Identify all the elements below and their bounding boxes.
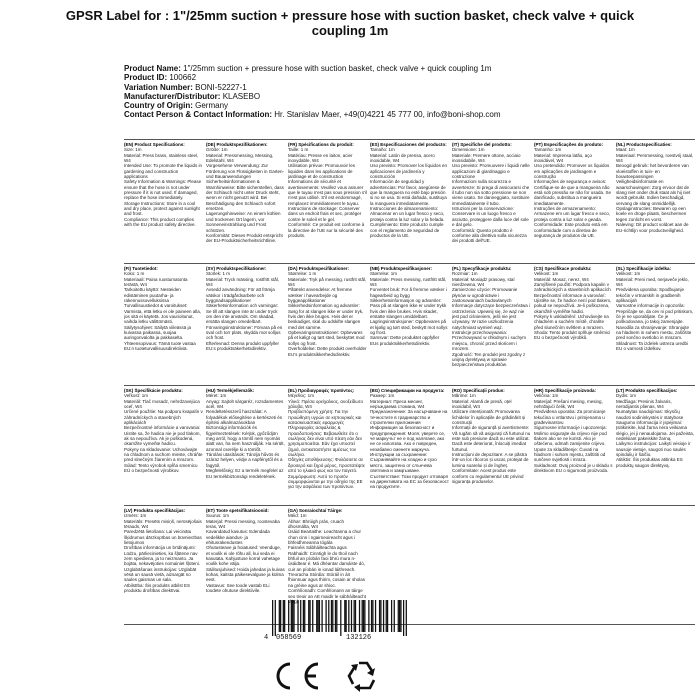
spec-block — [616, 388, 695, 502]
spec-block — [452, 142, 531, 260]
barcode-right-group: 132126 — [346, 634, 372, 642]
barcode-bar — [288, 600, 289, 632]
barcode-bar — [325, 600, 326, 632]
spec-heading: (HR) Specifikacije proizvoda: — [534, 388, 597, 393]
barcode-bar — [308, 600, 309, 632]
spec-text: Maat: 1m Materiaal: Persmessing, roestvrij staal, W4 Beoogd gebruik: het bevorderen van vloeistoffen in tuin- en bouwtoepassingen Veiligheidsinformatie en waarschuwingen: Zorg ervoor dat de slang niet onder druk staat als hij niet wordt gebruikt. Indien beschadigd, vervang de slang onmiddellijk. Opslaginstructies: Bewaren op een koele en droge plaats, beschermen tegen zonlicht en vorst. Naleving: Dit product voldoet aan de EU-richtlijn voor productveiligheid. — [616, 147, 694, 233]
spec-block — [534, 388, 613, 502]
barcode-bar — [317, 600, 318, 632]
barcode-bar — [275, 600, 276, 636]
spec-heading: (LT) Produkto specifikacijos: — [616, 388, 678, 393]
spec-heading: (IT) Specifiche del prodotto: — [452, 142, 512, 147]
barcode-bar — [391, 600, 392, 632]
spec-text: Koko: 1 m Materiaali: Paina ruostumatonta terästä, W4 Tarkoitettu käyttö: Nesteiden edistäminen puutarha- ja rakennussovelluksissa Turvallisuustiedot & varoitukset: Varmista, että letku ei ole paineen alla, jos sitä ei käytetä. Jos vaurioitunut, vaihda letku välittömästi. Säilytysohjeet: Säilytä viileässä ja kuivassa paikassa, suojaa auringonvalolta ja pakkaselta. Yhteensopivuus: Tämä tuote vastaa EU:n tuoteturvallisuusdirektiiviä. — [124, 271, 201, 352]
barcode-bar — [364, 600, 365, 632]
spec-block — [206, 142, 285, 260]
barcode-first-digit: 4 — [264, 634, 269, 642]
spec-block — [288, 266, 367, 382]
barcode-bar — [321, 600, 322, 632]
barcode-bar — [300, 600, 301, 632]
spec-heading: (RO) Specificații produs: — [452, 388, 505, 393]
spec-heading: (HU) Termékjellemzők: — [206, 388, 255, 393]
barcode-bar — [336, 600, 337, 632]
info-label: Variation Number: — [124, 82, 193, 92]
barcode-bar — [328, 600, 329, 632]
barcode-bar — [292, 600, 293, 632]
spec-heading: (ES) Especificaciones del producto: — [370, 142, 447, 147]
spec-block — [124, 508, 203, 621]
info-manufacturer — [124, 92, 684, 101]
spec-heading: (EN) Product Specifications: — [124, 142, 185, 147]
barcode-bar — [280, 600, 281, 632]
spec-heading: (NB) Produktspesifikasjoner: — [370, 266, 433, 271]
spec-heading: (SV) Produktspecifikationer: — [206, 266, 267, 271]
barcode-bar — [309, 600, 310, 632]
barcode-bar — [386, 600, 387, 632]
spec-heading: (ET) Toote spetsifikatsioonid: — [206, 508, 269, 513]
spec-text: Μέγεθος: 1m Υλικό: Πρέσα ορείχαλκος, ανοξείδωτο χάλυβα, W4 Προβλεπόμενη χρήση: Για την προώθηση υγρών σε κηπουρικές και κατασκευαστικές εφαρμογές Πληροφορίες ασφαλείας & προειδοποιήσεις: Βεβαιωθείτε ότι ο σωλήνας δεν είναι υπό πίεση εάν δεν χρησιμοποιείται. Εάν έχει υποστεί ζημιά, αντικαταστήστε αμέσως τον σωλήνα. Οδηγίες αποθήκευσης: Φυλάσσετε σε δροσερό και ξηρό μέρος, προστατέψτε από το ηλιακό φως και τον παγετό. Συμμόρφωση: Αυτό το προϊόν συμμορφώνεται με την οδηγία της ΕΕ για την ασφάλεια των προϊόντων. — [288, 393, 365, 490]
info-label: Manufacturer/Distributor: — [124, 91, 221, 101]
info-variation-number — [124, 83, 684, 92]
spec-heading: (NL) Productspecificaties: — [616, 142, 672, 147]
spec-text: Velikost: 1m Materiál: Mosaz, nerez, W4 Zamýšlené použití: Podpora kapalin v zahradnických a stavebních aplikacích Bezpečnostní informace a varování: Ujistěte se, že hadice není pod tlakem, pokud se nepoužívá. Je-li poškozena, okamžitě vyměňte hadici. Pokyny k uskladnění: Uchovávejte na chladném a suchém místě, chraňte před slunečním světlem a mrazem. Shoda: Tento produkt splňuje směrnici EU o bezpečnosti výrobků. — [534, 271, 612, 341]
spec-block — [206, 266, 285, 382]
spec-block — [288, 142, 367, 260]
barcode-bar — [372, 600, 373, 632]
page-title: GPSR Label for : 1"/25mm suction + pressure hose with suction basket, check valve + quick coupling 1m — [65, 8, 635, 38]
spec-heading: (PT) Especificações do produto: — [534, 142, 604, 147]
barcode-bar — [304, 600, 305, 632]
spec-text: Size: 1m Material: Press brass, stainless steel, W4 Intended Use: To promote the liquids in gardening and construction applications Safety Information & Warnings: Please ensure that the hose is not under pressure if it is not used. If damaged, replace the hose immediately. Storage Instructions: Store in a cool and dry place, protect against sunlight and frost. Compliance: This product complies with the EU product safety directive. — [124, 147, 202, 228]
spec-text: Dimensione: 1m Materiale: Premere ottone, acciaio inossidabile, W4 Uso previsto: Promuovere i liquidi nelle applicazioni di giardinaggio e costruzione Informazioni sulla sicurezza e avvertenze: Si prega di assicurarsi che il tubo non sia sotto pressione se non viene usato. Se danneggiato, sostituire immediatamente il tubo. Istruzioni per la conservazione: Conservare in un luogo fresco e asciutto, proteggere dalla luce del sole e dal gelo. Conformità: Questo prodotto è conforme alla direttiva sulla sicurezza dei prodotti dell'UE. — [452, 147, 530, 244]
barcode-bar — [406, 600, 407, 636]
info-contact — [124, 110, 684, 119]
barcode-bar — [340, 600, 341, 636]
product-info — [124, 64, 684, 120]
barcode-bar — [297, 600, 298, 632]
barcode-bar — [351, 600, 352, 632]
info-label: Contact Person & Contact Information: — [124, 110, 273, 120]
spec-block — [452, 266, 531, 382]
spec-heading: (DA) Produktspecifikationer: — [288, 266, 350, 271]
info-value: 100662 — [169, 73, 197, 83]
barcode-bar — [319, 600, 320, 632]
barcode-bar — [279, 600, 280, 632]
spec-heading: (DE) Produktspezifikationen: — [206, 142, 268, 147]
spec-text: Veličina: 1m Materijal: Prešani mesing, mesing, nehrđajući čelik, W4 Predviđena uporaba: Za promicanje tekućina u vrtlarstvu i primjenama u građevinarstvu Sigurnosne informacije i upozorenja: Molimo osigurajte da crijevo nije pod tlakom ako se ne koristi. Ako je oštećeno, odmah zamijenite crijevo. Upute za skladištenje: Čuvati na hladnom i suhom mjestu, zaštititi od sunčeve svjetlosti i mraza. Sukladnost: Ovaj proizvod je u skladu s direktivom EU o sigurnosti proizvoda. — [534, 393, 613, 474]
spec-block — [534, 142, 613, 260]
spec-block — [452, 388, 531, 502]
spec-text: Tamanho: 1m Material: Imprensa latão, aço inoxidável, W4 Uso pretendido: Promover os líquidos em aplicações de jardinagem e construção Informações de segurança e avisos: Certifique-se de que a mangueira não está sob pressão se não for usada. Se danificado, substitua a mangueira imediatamente. Instruções de armazenamento: Armazene em um lugar fresco e seco, proteja contra a luz solar e geada. Conformidade: Este produto está em conformidade com a diretiva de segurança de produtos da UE. — [534, 147, 612, 238]
barcode-bar — [346, 600, 347, 632]
barcode-left-group: 058569 — [276, 634, 302, 642]
barcode-bar — [399, 600, 400, 632]
barcode-bar — [303, 600, 304, 632]
info-value: 1"/25mm suction + pressure hose with suction basket, check valve + quick coupling 1m — [183, 64, 492, 73]
spec-text: Dydis: 1m Medžiaga: Presinis žalvaris, nerūdijantis plienas, W4 Numatytas naudojimas: Skysčių naudoti sodininkystės ir statybose Saugumo informacija ir įspėjimai: Įsitikinkite, kad žarna nėra veikiama slėgio, jei ji nenaudojama. Jei pažeista, nedelsiant pakeiskite žarną. Laikymo instrukcijos: Laikyti vėsioje ir sausoje vietoje, saugoti nuo saulės spindulių ir šalčio. Atitiktis: Šis produktas atitinka ES produktų saugos direktyvą. — [616, 393, 695, 468]
spec-text: Velikost: 1m Material: Preni med, nerjaveče jeklo, W4 Predvidena uporaba: Spodbujanje tekočin v vrtnarskih in gradbenih aplikacijah Varnostne informacije in opozorila: Prepričajte se, da cev ni pod pritiskom, če je ne uporabljate. Če je poškodovana, jo takoj zamenjajte. Navodila za shranjevanje: Shranjujte na hladnem in suhem mestu, zaščitite pred sončno svetlobo in mrazom. Skladnost: Ta izdelek ustreza uredbi EU o varnosti izdelkov. — [616, 271, 694, 352]
info-value: Germany — [195, 101, 229, 111]
ce-mark — [278, 664, 318, 688]
info-value: KLASEBO — [222, 91, 261, 101]
barcode-bar — [380, 600, 381, 632]
barcode-bar — [368, 600, 369, 632]
info-product-id — [124, 73, 684, 82]
spec-heading: (BG) Спецификации на продукта: — [370, 388, 445, 393]
barcode-bar — [331, 600, 332, 632]
row-divider — [124, 385, 695, 386]
spec-text: Storlek: 1 m Material: Tryck mässing, rostfritt stål, W4 Avsedd användning: För att främja vätskor i trädgårdsarbete och byggnadsapplikationer Säkerhetsinformation och varningar: Se till att slangen inte är under tryck om den inte används. Om skadad, ersätta slangen omedelbart. Förvaringsinstruktioner: Förvara på en sval och torr plats, skydda mot solljus och frost. Efterlevnad: Denna produkt uppfyller EU:s produktsäkerhetsdirektiv. — [206, 271, 283, 352]
row-divider — [124, 505, 695, 506]
barcode-bar — [284, 600, 285, 632]
barcode-bar — [383, 600, 384, 632]
row-divider — [124, 624, 695, 625]
info-product-name — [124, 64, 684, 73]
barcode-bar — [387, 600, 388, 632]
barcode-bar — [332, 600, 333, 632]
barcode-bar — [394, 600, 395, 632]
spec-heading: (GA) Sonraíochtaí Táirge: — [288, 508, 343, 513]
spec-text: Rozmiar: 1m Materiał: Mosiądz prasowy, stal nierdzewna, W4 Zamierzone użycie: Promowanie płynów w ogrodnictwie i zastosowaniach budowlanych Informacje dotyczące bezpieczeństwa i ostrzeżenia: Upewnij się, że wąż nie jest pod ciśnieniem, jeśli nie jest używany. W razie uszkodzenia natychmiast wymień wąż. Instrukcje przechowywania: Przechowywać w chłodnym i suchym miejscu, chronić przed słońcem i mrozem. Zgodność: Ten produkt jest zgodny z unijną dyrektywą w sprawie bezpieczeństwa produktów. — [452, 271, 531, 368]
spec-block — [124, 142, 203, 260]
barcode-bar — [344, 600, 345, 632]
info-label: Product ID: — [124, 73, 168, 83]
spec-heading: (FI) Tuotetiedot: — [124, 266, 158, 271]
barcode-bar — [312, 600, 313, 632]
spec-block — [370, 142, 449, 260]
spec-text: Izmērs: 1m Materiāls: Presēts misiņš, nerūsējošais tērauds, W4 Paredzētā lietošana: Lai veicinātu šķidrumus dārzkopības un būvniecības lietojumos Drošības informācija un brīdinājumi: Lūdzu, pārliecinieties, ka šļūtene nav zem spiediena, ja to neizmanto. Ja bojāta, nekavējoties nomainiet šļūteni. Uzglabāšanas instrukcijas: Uzglabāt vēsā un sausā vietā, aizsargāt no saules gaismas un sala. Atbilstība: Šis produkts atbilst ES produktu drošības direktīvai. — [124, 513, 202, 594]
spec-heading: (CS) Specifikace produktu: — [534, 266, 592, 271]
spec-block — [616, 142, 695, 260]
info-label: Product Name: — [124, 64, 181, 73]
barcode-bar — [293, 600, 294, 632]
barcode-bar — [403, 600, 404, 636]
info-value: Hr. Stanislav Maer, +49(0)4221 45 777 00, info@boni-shop.com — [274, 110, 501, 120]
spec-heading: (EL) Προδιαγραφές προϊόντος: — [288, 388, 355, 393]
spec-block — [124, 266, 203, 382]
compliance-marks — [270, 656, 430, 696]
spec-block — [616, 266, 695, 382]
spec-text: Größe: 1m Material: Pressmessing, Messing, Edelstahl, W4 Vorgesehene Verwendung: Zur Förderung von Flüssigkeiten in Garten- und Bauanwendungen Sicherheitsinformationen & Warnhinweise: Bitte sicherstellen, dass der Schlauch nicht unter Druck steht, wenn er nicht genutzt wird. Bei Beschädigung den Schlauch sofort ersetzen. Lagerungshinweise: An einem kühlen und trockenen Ort lagern, vor Sonneneinstrahlung und Frost schützen. Konformität: Dieses Produkt entspricht der EU-Produktsicherheitsrichtlinie. — [206, 147, 285, 244]
info-country-of-origin — [124, 101, 684, 110]
barcode-bar — [379, 600, 380, 632]
barcode-bar — [335, 600, 336, 632]
barcode-bar — [316, 600, 317, 632]
barcode-bar — [291, 600, 292, 632]
spec-text: Veľkosť: 1m Materiál: Tlač mosadz, nehrdzavejúca oceľ, W4 Určené použitie: Na podporu kvapalín v záhradníckych a stavebných aplikáciách Bezpečnostné informácie a varovania: Uistite sa, že hadica nie je pod tlakom, ak sa nepoužíva. Ak je poškodená, okamžite vymeňte hadicu. Pokyny na skladovanie: Uchovávajte na chladnom a suchom mieste, chráňte pred slnečným žiarením a mrazom. Súlad: Tento výrobok spĺňa smernicu EÚ o bezpečnosti výrobkov. — [124, 393, 203, 474]
spec-block — [370, 266, 449, 382]
spec-text: Размер: 1m Материал: Преса месинг, неръждаема стомана, W4 Предназначение: За насърчаване на течностите в градинарство и строителни приложения Информация за безопасност и предупреждения: Моля, уверете се, че маркучът не е под налягане, ако не се използва. Ако е повреден, незабавно сменете маркуча. Инструкции за съхранение: Съхранявайте на хладно и сухо място, защитено от слънчева светлина и замръзване. Съответствие: Този продукт отговаря на директивата на ЕС за безопасност на продуктите. — [370, 393, 449, 490]
spec-text: Suurus: 1m Materjal: Pressi messing, roostevaba teras, W4 Kavandatud kasutus: Edendada vedelikke aiandus- ja ehitusrakendustes Ohutusteave ja hoiatused: Veenduge, et voolik ei ole rõhu all, kui seda ei kasutata. Kahjustuse korral vahetage voolik kohe välja. Säilitusjuhised: Hoida jahedas ja kuivas kohas, kaitsta päikesevalguse ja külma eest. Vastavus: See toode vastab ELi toodete ohutuse direktiivile. — [206, 513, 285, 594]
spec-block — [288, 388, 367, 502]
info-value: BONI-52227-1 — [195, 82, 247, 92]
spec-grid — [124, 136, 695, 627]
spec-text: Méid: 1m Ábhar: Bhrúigh prás, cruach dhosmálta, W4 Úsáid Beartaithe: Leachtanna a chur chun cinn i ngairneoireacht agus i bhfeidhmeanna tógála Faisnéis Sábháilteachta agus Rabhaidh: Cinntigh le do thoil nach bhfuil an píobán faoi bhrú mura n-úsáidtear é. Má dhéantar damáiste dó, cuir an píobán in ionad láithreach. Treoracha Stórála: Stóráil in áit fhionnuar agus thirim, cosain ar sholas na gréine agus ar shioc. Comhlíonadh: Comhlíonann an táirge seo treoir an AE maidir le sábháilteacht — [288, 513, 367, 599]
barcode-bar — [359, 600, 360, 632]
spec-heading: (FR) Spécifications du produit: — [288, 142, 354, 147]
row-divider — [124, 139, 695, 140]
spec-heading: (SL) Specifikacije izdelka: — [616, 266, 672, 271]
spec-text: Méret: 1m Anyag: Sajtolt sárgaréz, rozsdamentes acél, W4 Rendeltetésszerű használat: A folyadékok elősegítése a kertészeti és építési alkalmazásokban Biztonsági információk és figyelmeztetések: Kérjük, győződjön meg arról, hogy a tömlő nem nyomás alatt van, ha nem használják. Ha sérült, azonnal cserélje ki a tömlőt. Tárolási utasítások: Tárolja hűvös és száraz helyen, védje a napfénytől és a fagytól. Megfelelőség: Ez a termék megfelel az EU termékbiztonsági rendeletének. — [206, 393, 285, 479]
barcode-bar — [283, 600, 284, 632]
spec-heading: (PL) Specyfikacje produktu: — [452, 266, 512, 271]
spec-heading: (SK) Špecifikácie produktu: — [124, 388, 183, 393]
recycling-icon — [349, 663, 375, 692]
spec-block — [124, 388, 203, 502]
spec-block — [370, 388, 449, 502]
barcode-bar — [371, 600, 372, 632]
spec-heading: (LV) Produkta specifikācijas: — [124, 508, 186, 513]
spec-text: Størrelse: 1 m Materiale: Tryk på messing, rustfrit stål, W4 Påtænkt anvendelse: At fremme væsker i havearbejde og byggeapplikationer Sikkerhedsinformation og advarsler: Sørg for at slangen ikke er under tryk, hvis den ikke bruges. Hvis det er beskadiget, skal du udskifte slangen med det samme. Opbevaringsinstruktioner: Opbevares på et køligt og tørt sted, beskyttet mod sollys og frost. Overholdelse: Dette produkt overholder EU's produktsikkerhedsdirektiv. — [288, 271, 367, 357]
barcode-bar — [363, 600, 364, 632]
barcode-bar — [354, 600, 355, 632]
barcode-bar — [398, 600, 399, 632]
spec-block — [206, 388, 285, 502]
barcode — [272, 600, 407, 636]
barcode-bar — [362, 600, 363, 632]
spec-text: Taille: 1 m Matériau: Presse en laiton, acier inoxydable, W4 Utilisation prévue: Promouvoir les liquides dans les applications de jardinage et de construction Informations de sécurité et avertissements: Veuillez vous assurer que le tuyau n'est pas sous pression s'il n'est pas utilisé. S'il est endommagé, remplacez immédiatement le tuyau. Instructions de stockage: Conserver dans un endroit frais et sec, protéger contre le soleil et le gel. Conformité: Ce produit est conforme à la directive de l'UE sur la sécurité des produits. — [288, 147, 367, 238]
spec-block — [534, 266, 613, 382]
barcode-bar — [348, 600, 349, 632]
barcode-bar — [355, 600, 356, 632]
barcode-bar — [400, 600, 401, 632]
spec-text: Størrelse: 1m Materiale: Press messing, rustfritt stål, W4 Forventet bruk: For å fremme væsker i hagearbeid og bygg Sikkerhetsinformasjon og advarsler: Pass på at slangen ikke er under trykk hvis den ikke brukes. Hvis skadet, erstatte slangen umiddelbart. Lagringsinstruksjoner: Oppbevares på et kjølig og tørt sted, beskytt mot sollys og frost. Samsvar: Dette produktet oppfyller EUs produktsikkerhetsdirektiv. — [370, 271, 448, 346]
row-divider — [124, 263, 695, 264]
barcode-bar — [375, 600, 376, 632]
info-label: Country of Origin: — [124, 101, 193, 111]
spec-text: Mărime: 1m Material: Alamă de presă, oțel inoxidabil, W4 Utilizare intenționată: Promovarea lichidelor în aplicațiile de grădinărit și construcții Informații de siguranță și avertismente: Vă rugăm să vă asigurați că furtunul nu este sub presiune dacă nu este utilizat. Dacă este deteriorat, înlocuiți imediat furtunul. Instrucțiuni de depozitare: A se păstra într-un loc răcoros și uscat, protejat de lumina soarelui și de îngheț. Conformitate: Acest produs este conform cu regulamentul UE privind siguranța produselor. — [452, 393, 531, 484]
spec-text: Tamaño: 1m Material: Latón de prensa, acero inoxidable, W4 Uso previsto: Promover los líquidos en aplicaciones de jardinería y construcción Información de seguridad y advertencias: Por favor, asegúrese de que la manguera no esté bajo presión si no se usa. Si está dañada, sustituya la manguera inmediatamente. Instrucciones de almacenamiento: Almacenar en un lugar fresco y seco, proteja contra la luz solar y la helada. Cumplimiento: Este producto cumple con el reglamento de seguridad de productos de la UE. — [370, 147, 448, 238]
barcode-bar — [272, 600, 273, 636]
